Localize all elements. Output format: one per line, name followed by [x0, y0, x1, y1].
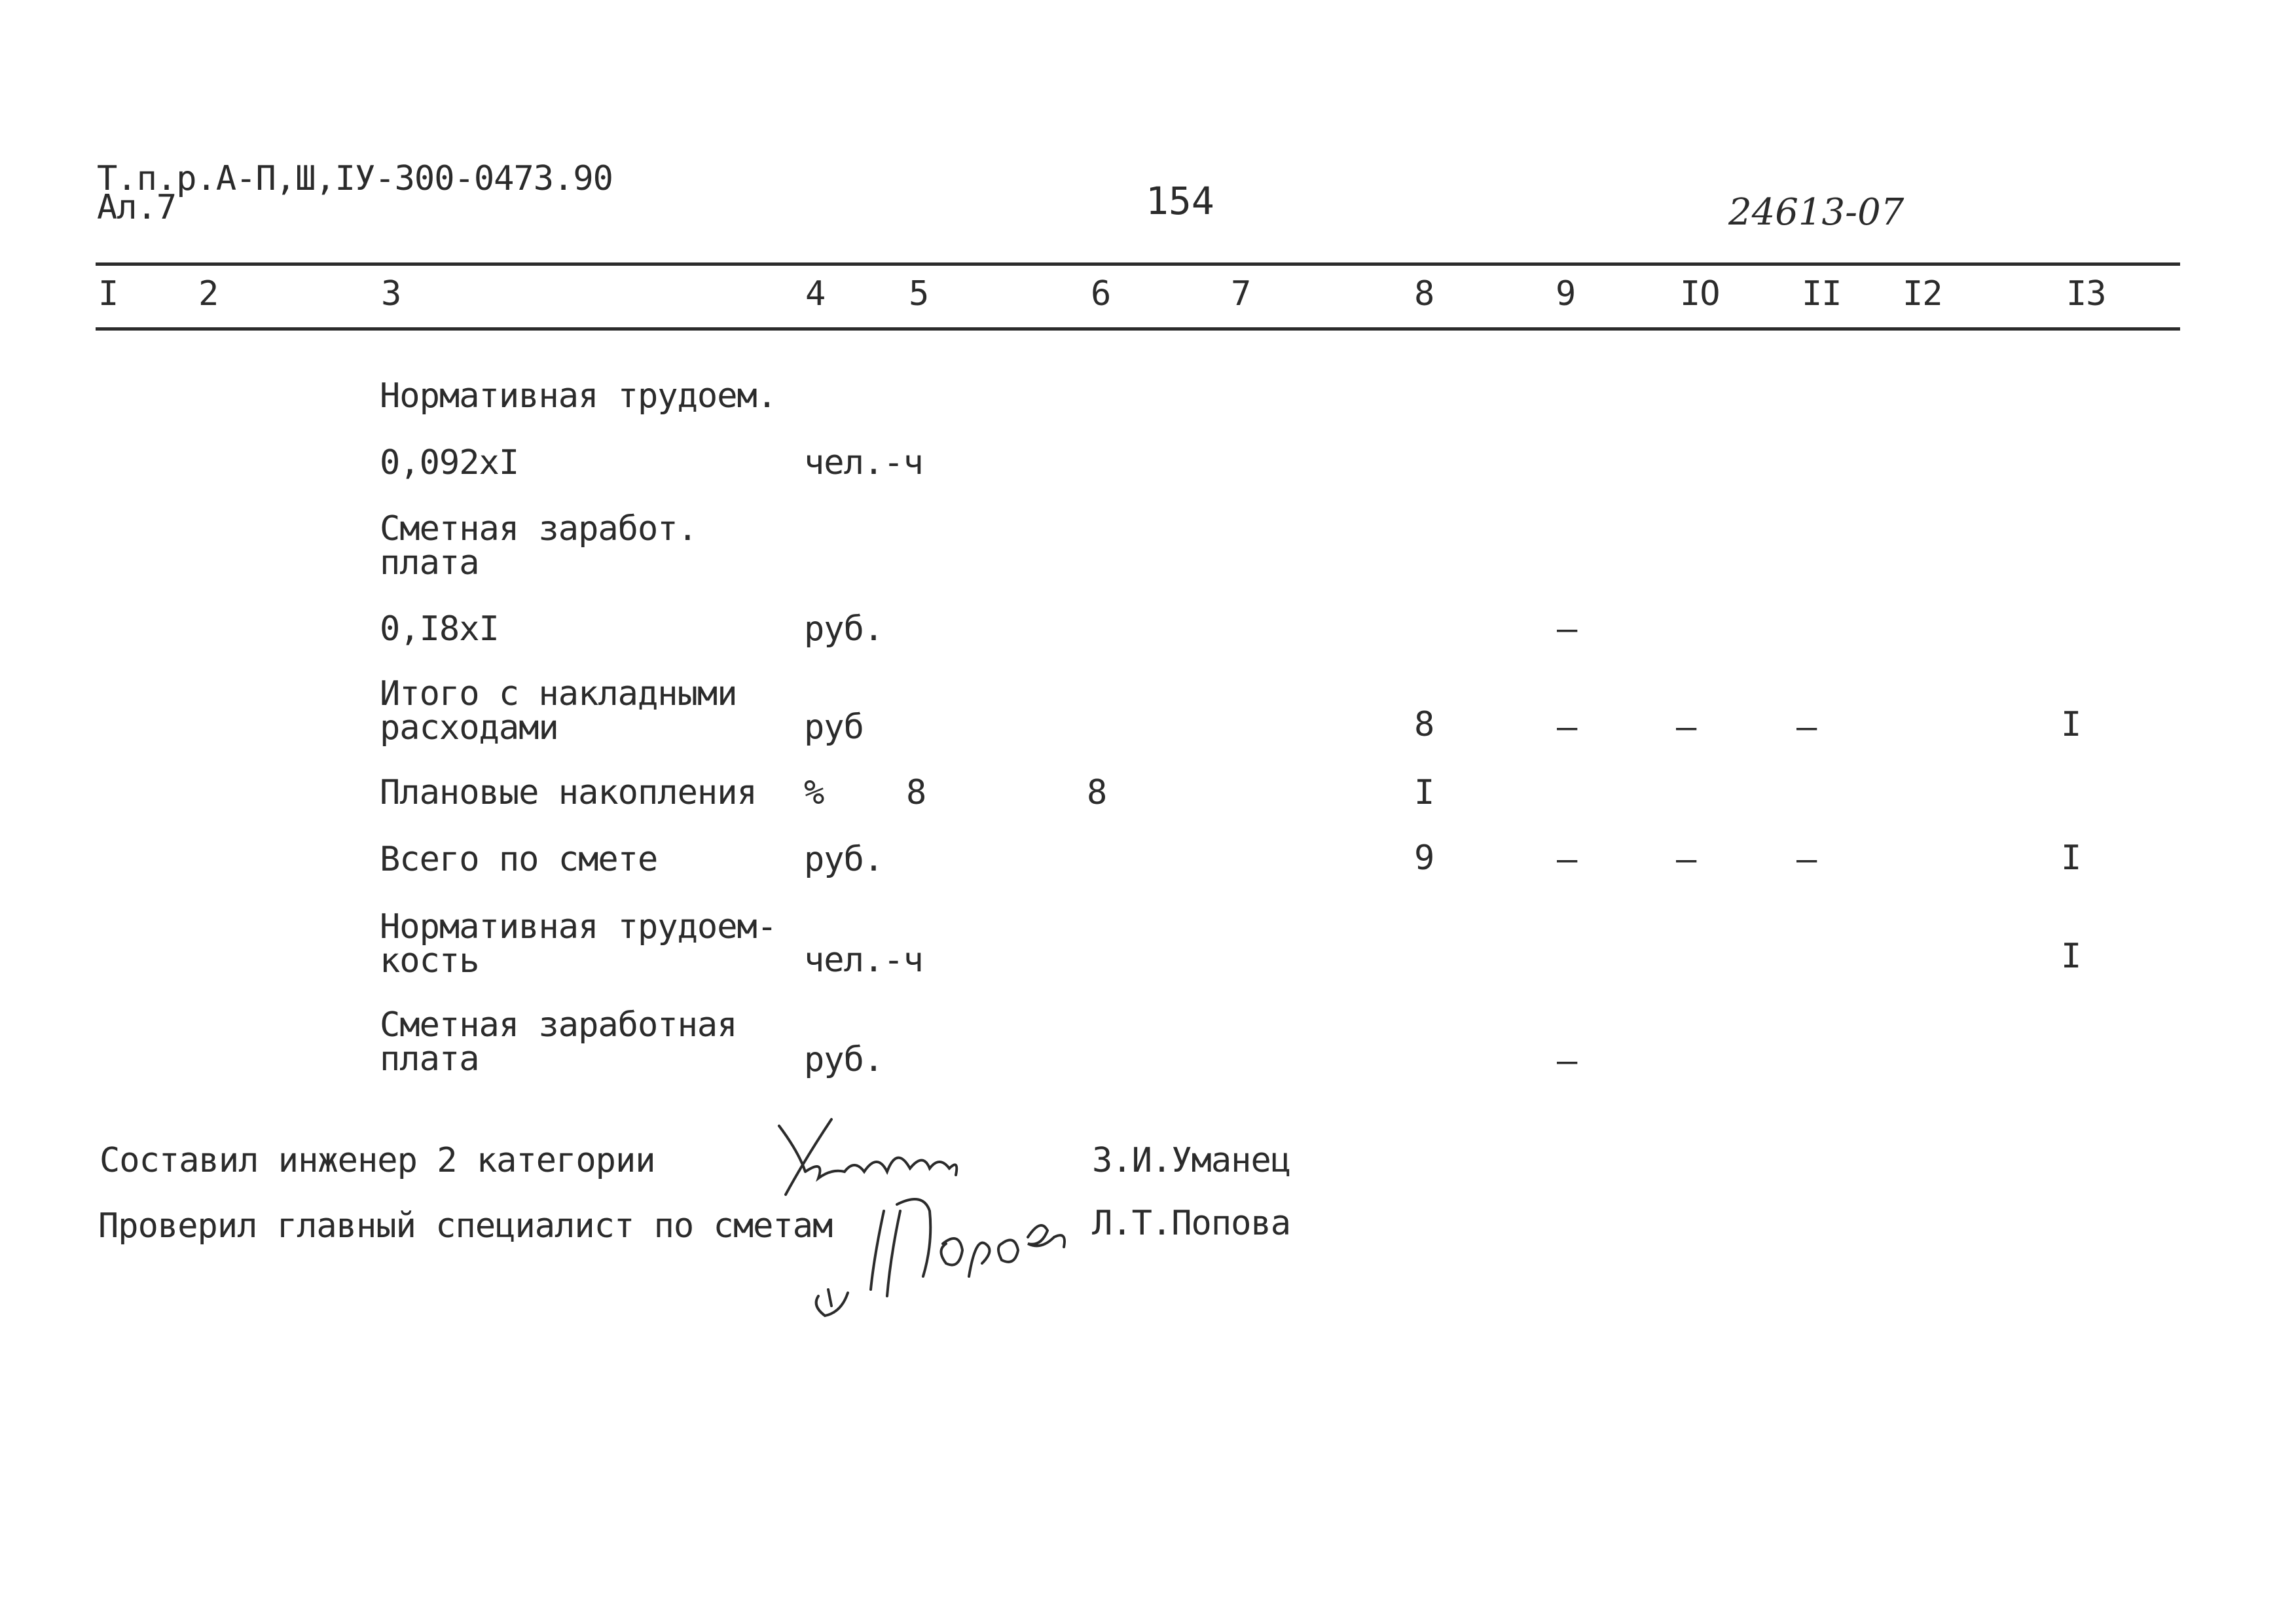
checked-by-label: Проверил главный специалист по сметам [98, 1206, 833, 1246]
row-label-line2: расходами [380, 708, 558, 748]
col-header: 3 [381, 274, 401, 314]
row-unit: чел.-ч [804, 443, 923, 482]
row-label-line1: Сметная заработ. [380, 509, 697, 549]
checked-by-name: Л.Т.Попова [1092, 1204, 1291, 1243]
col-header: 5 [909, 274, 929, 314]
row-unit: руб. [804, 840, 884, 879]
cell-col8: I [1414, 773, 1434, 812]
cell-col8: 8 [1414, 705, 1434, 744]
row-label-line1: Итого с накладными [380, 674, 737, 713]
cell-col9: – [1557, 840, 1577, 879]
col-header: I2 [1903, 274, 1942, 314]
col-header: 8 [1414, 274, 1434, 314]
row-label: Всего по смете [380, 840, 658, 879]
sheet-code: 24613-07 [1728, 191, 1904, 234]
checked-handwritten-signature [805, 1172, 1080, 1322]
cell-col13: I [2061, 937, 2081, 976]
document-code: Т.п.р.А-П,Ш,IУ-300-0473.90 [97, 159, 613, 198]
row-label: Нормативная трудоем. [380, 376, 777, 416]
row-unit: % [804, 773, 824, 812]
cell-col11: – [1796, 708, 1817, 747]
cell-col11: – [1796, 840, 1817, 879]
cell-col9: – [1557, 1041, 1577, 1081]
row-unit: чел.-ч [804, 941, 923, 980]
table-top-rule [96, 262, 2180, 266]
row-label: 0,I8xI [380, 609, 499, 649]
cell-col9: – [1557, 609, 1577, 649]
cell-col13: I [2061, 839, 2081, 878]
cell-col9: – [1557, 708, 1577, 747]
col-header: I [98, 274, 118, 314]
cell-col5: 8 [906, 773, 926, 812]
row-label-line2: плата [380, 543, 479, 583]
row-label: 0,092xI [380, 443, 519, 482]
row-label-line2: кость [380, 941, 479, 981]
cell-col6: 8 [1087, 773, 1107, 812]
cell-col13: I [2061, 705, 2081, 744]
col-header: 7 [1231, 274, 1251, 314]
row-label-line2: плата [380, 1039, 479, 1079]
cell-col10: – [1676, 840, 1696, 879]
cell-col10: – [1676, 708, 1696, 747]
row-label-line1: Нормативная трудоем- [380, 907, 777, 947]
col-header: 6 [1091, 274, 1111, 314]
compiled-by-name: З.И.Уманец [1092, 1141, 1291, 1180]
col-header: IO [1680, 274, 1720, 314]
cell-col8: 9 [1414, 839, 1434, 878]
row-label-line1: Сметная заработная [380, 1005, 737, 1045]
col-header: 2 [198, 274, 219, 314]
row-label: Плановые накопления [380, 773, 757, 812]
table-header-bottom-rule [96, 327, 2180, 331]
row-unit: руб. [804, 1040, 884, 1079]
compiled-by-label: Составил инженер 2 категории [100, 1141, 655, 1180]
row-unit: руб. [804, 609, 884, 649]
album-number: Ал.7 [97, 188, 177, 227]
col-header: 9 [1556, 274, 1576, 314]
col-header: 4 [805, 274, 826, 314]
col-header: II [1802, 274, 1842, 314]
page-number: 154 [1146, 179, 1214, 223]
col-header: I3 [2066, 274, 2106, 314]
row-unit: руб [804, 708, 864, 747]
